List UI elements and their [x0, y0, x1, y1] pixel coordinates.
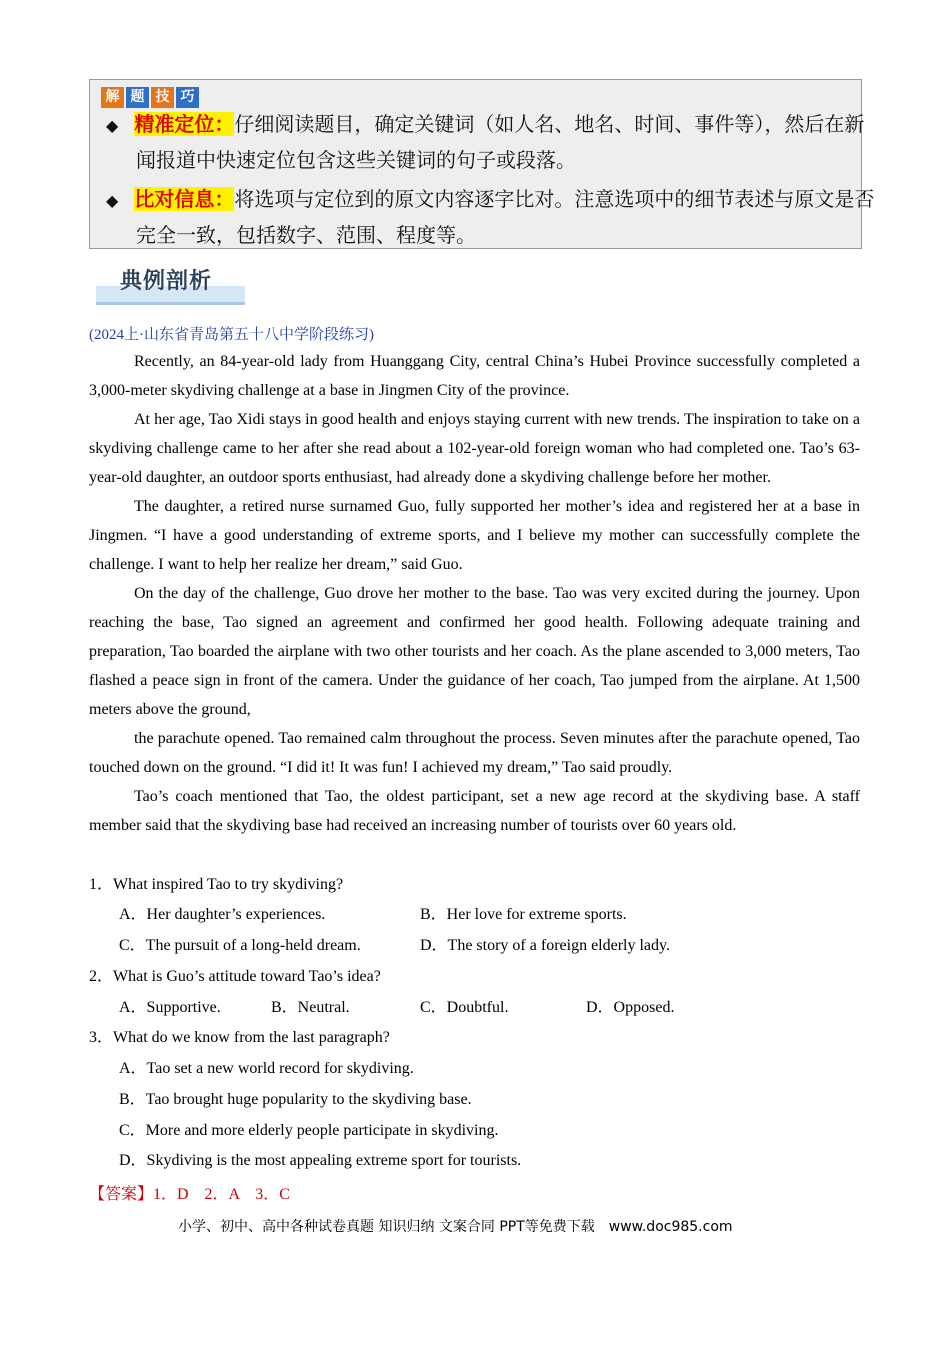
tip-item-1-cont: [136, 147, 576, 173]
tip-item-2-cont: [136, 222, 476, 248]
answer-key: 【答案】1．D 2．A 3．C: [89, 1186, 290, 1203]
question-stem: 3．What do we know from the last paragraph?: [89, 1029, 390, 1046]
paragraph: Tao’s coach mentioned that Tao, the oldest participant, set a new age record at the skydiving base. A staff member said that the skydiving base had received an increasing number of tourists over 60 years old.: [89, 788, 860, 834]
option: A．Her daughter’s experiences.: [119, 906, 326, 923]
option: D．Skydiving is the most appealing extreme sport for tourists.: [119, 1152, 522, 1169]
option: A．Supportive.: [119, 999, 221, 1016]
footer-text: 小学、初中、高中各种试卷真题 知识归纳 文案合同 PPT等免费下载 www.doc985.com: [178, 1219, 733, 1235]
tip-text: 仔细阅读题目，确定关键词（如人名、地名、时间、事件等），然后在新: [234, 112, 865, 136]
tip-label: 精准定位：: [134, 112, 235, 136]
tips-badge: [101, 87, 199, 108]
option: B．Her love for extreme sports.: [420, 906, 627, 923]
question-stem: 1．What inspired Tao to try skydiving?: [89, 876, 344, 893]
section-title: [96, 262, 245, 305]
paragraph: Recently, an 84-year-old lady from Huanggang City, central China’s Hubei Province successfully completed a 3,000-meter skydiving challenge at a base in Jingmen City of the province.: [89, 353, 860, 399]
paragraph: At her age, Tao Xidi stays in good health and enjoys staying current with new trends. The inspiration to take on a skydiving challenge came to her after she read about a 102-year-old foreign woman who had completed one. Tao’s 63-year-old daughter, an outdoor sports enthusiast, had already done a skydiving challenge before her mother.: [89, 411, 860, 486]
tip-item-2: [106, 186, 874, 214]
option: D．Opposed.: [586, 999, 675, 1016]
paragraph: On the day of the challenge, Guo drove her mother to the base. Tao was very excited during the journey. Upon reaching the base, Tao signed an agreement and confirmed her good health. Following adequate training and preparation, Tao boarded the airplane with two other tourists and her coach. As the plane ascended to 3,000 meters, Tao flashed a peace sign in front of the camera. Under the guidance of her coach, Tao jumped from the airplane. At 1,500 meters above the ground,: [89, 585, 860, 718]
option: C．More and more elderly people participate in skydiving.: [119, 1122, 499, 1139]
diamond-bullet-icon: ◆: [106, 191, 119, 210]
badge-char: 解: [101, 87, 124, 108]
question-stem: 2．What is Guo’s attitude toward Tao’s idea?: [89, 968, 381, 985]
tip-text: 完全一致，包括数字、范围、程度等。: [136, 223, 476, 247]
option: A．Tao set a new world record for skydiving.: [119, 1060, 414, 1077]
tips-box: [89, 79, 875, 249]
option: B．Neutral.: [271, 999, 350, 1016]
option: B．Tao brought huge popularity to the skydiving base.: [119, 1091, 472, 1108]
option: C．Doubtful.: [420, 999, 509, 1016]
badge-char: 技: [151, 87, 174, 108]
source-citation: (2024上·山东省青岛第五十八中学阶段练习): [89, 327, 374, 343]
tip-text: 闻报道中快速定位包含这些关键词的句子或段落。: [136, 148, 576, 172]
paragraph: the parachute opened. Tao remained calm throughout the process. Seven minutes after the parachute opened, Tao touched down on the ground. “I did it! It was fun! I achieved my dream,” Tao said proudly.: [89, 730, 860, 776]
diamond-bullet-icon: ◆: [106, 116, 119, 135]
paragraph: The daughter, a retired nurse surnamed Guo, fully supported her mother’s idea and registered her at a base in Jingmen. “I have a good understanding of extreme sports, and I believe my mother can successfully complete the challenge. I want to help her realize her dream,” said Guo.: [89, 498, 860, 573]
badge-char: 题: [126, 87, 149, 108]
option: D．The story of a foreign elderly lady.: [420, 937, 670, 954]
badge-char: 巧: [176, 87, 199, 108]
tip-item-1: [106, 111, 864, 139]
tip-text: 将选项与定位到的原文内容逐字比对。注意选项中的细节表述与原文是否: [234, 187, 875, 211]
option: C．The pursuit of a long-held dream.: [119, 937, 361, 954]
tip-label: 比对信息：: [134, 187, 235, 211]
passage: [89, 347, 860, 840]
section-title-text: 典例剖析: [120, 269, 213, 294]
